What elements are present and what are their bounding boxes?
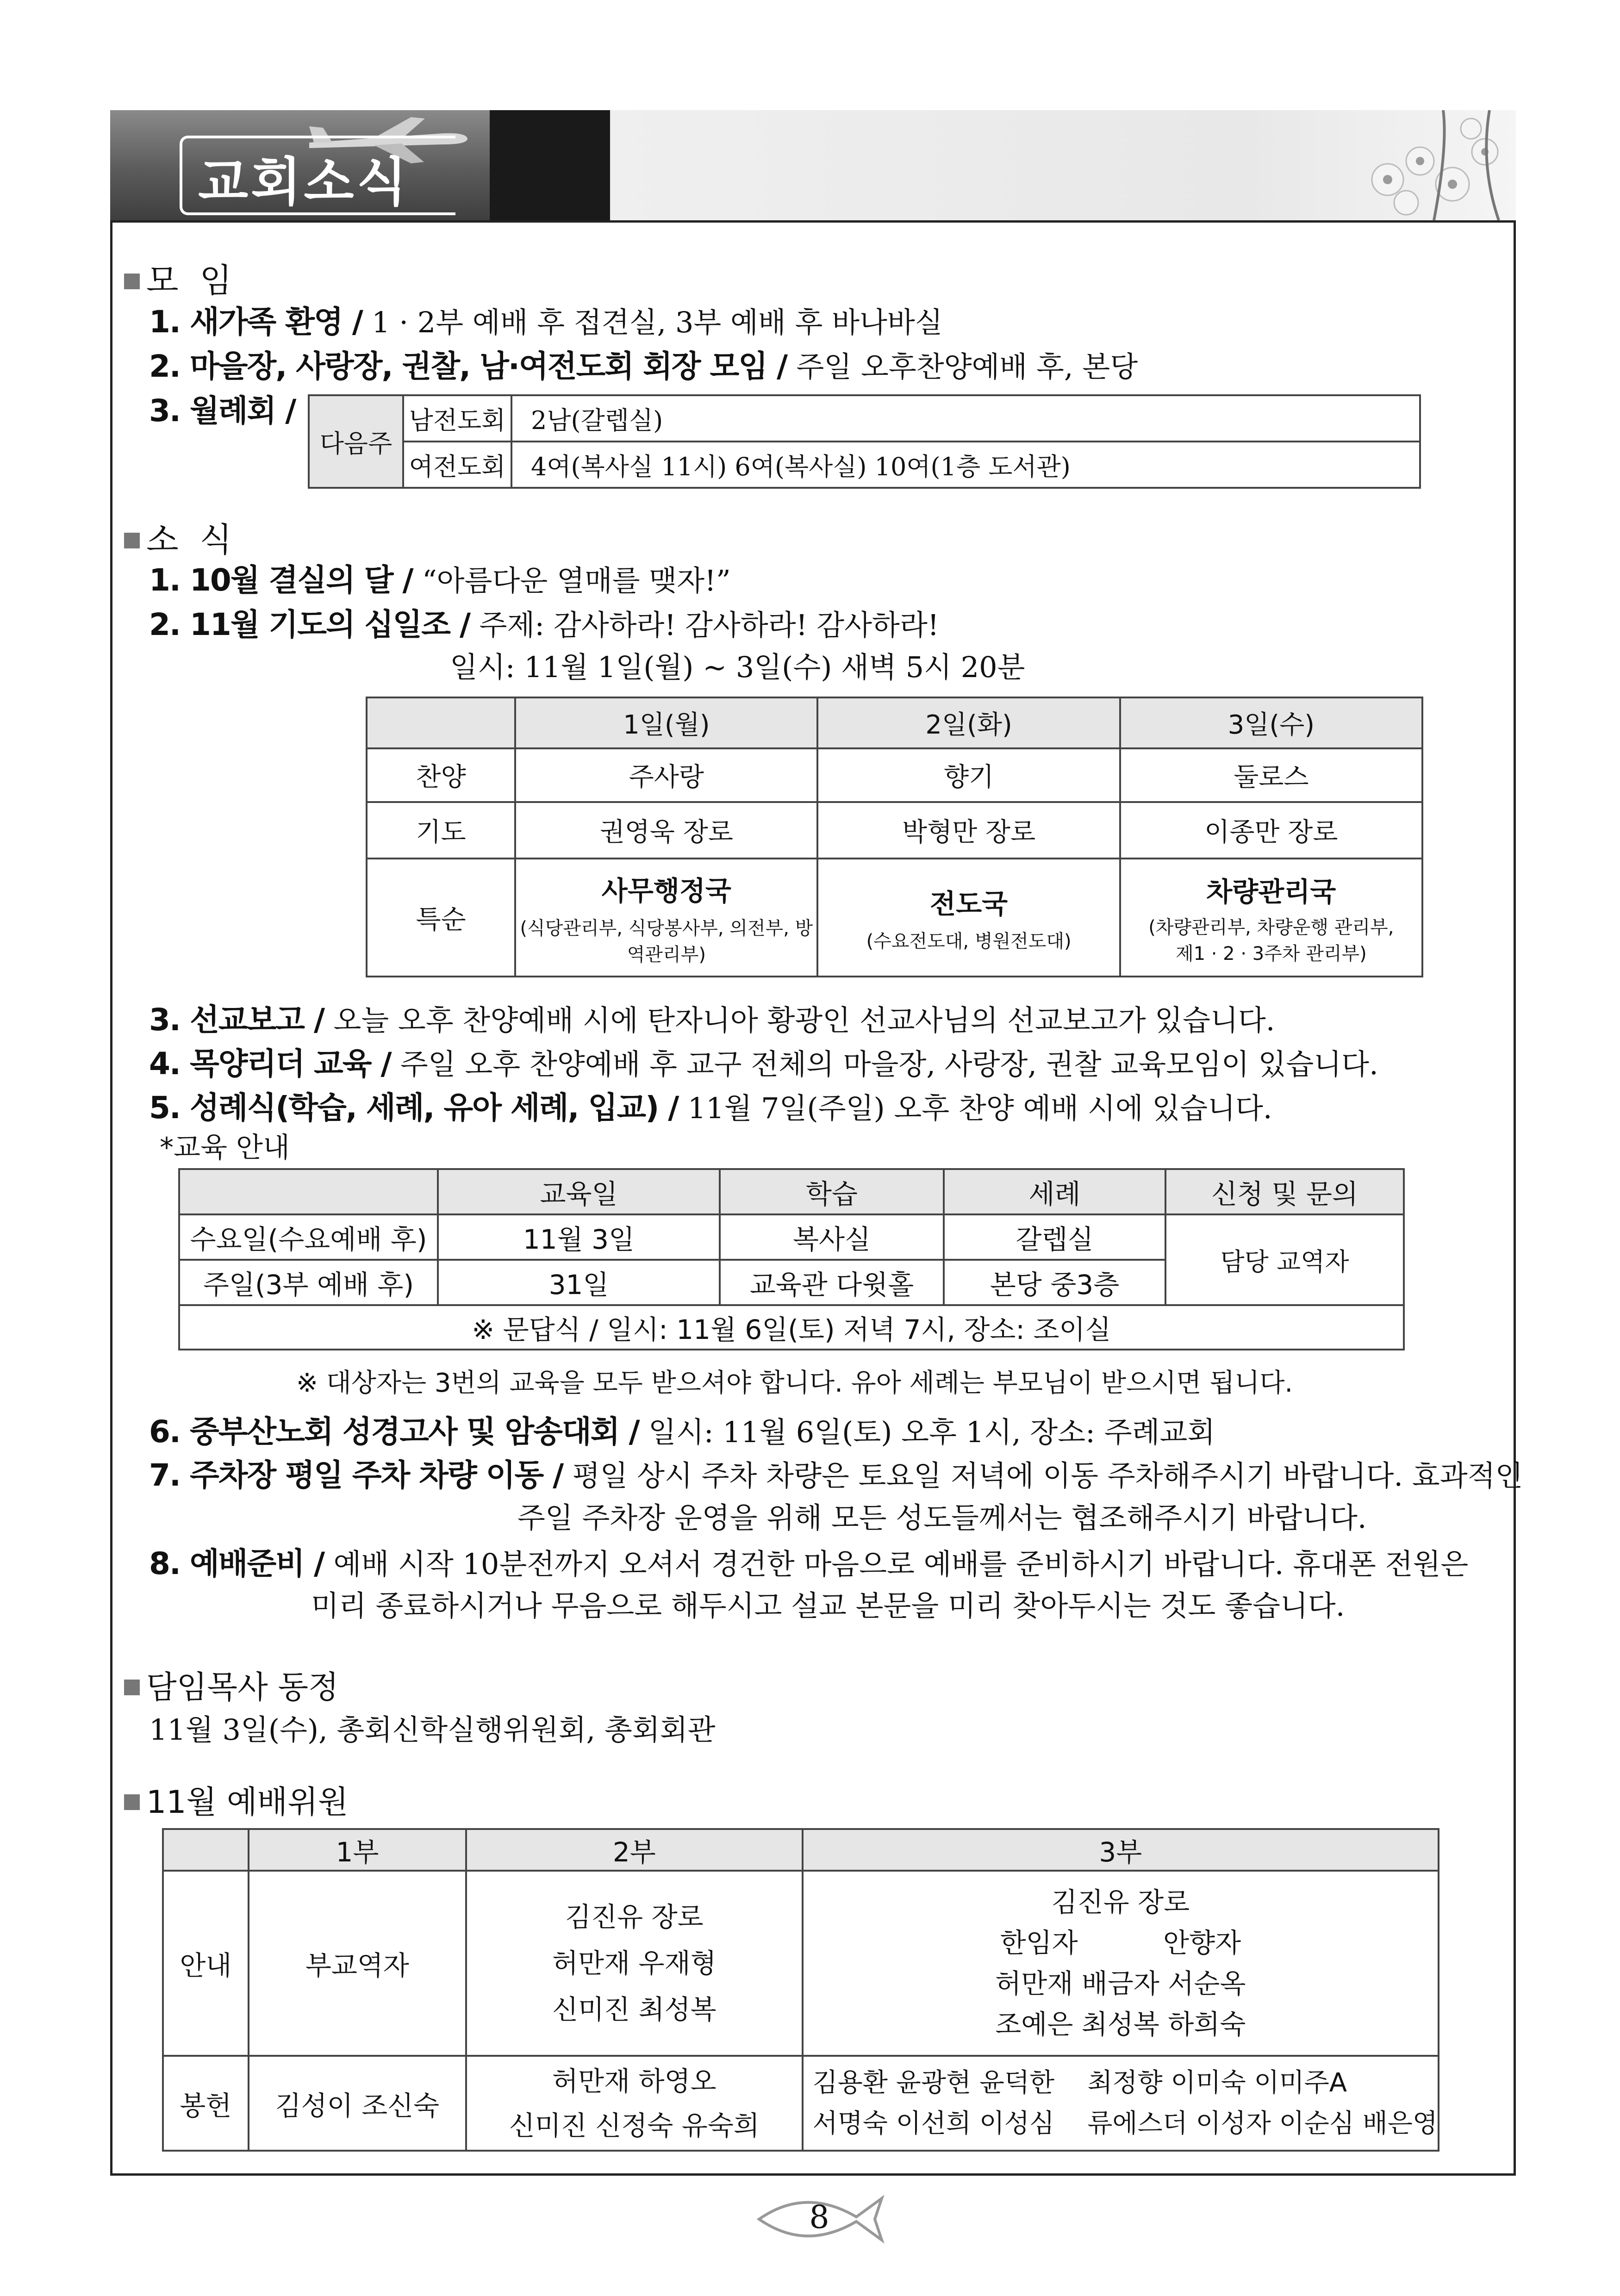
- name-line: 김진유 장로: [1051, 1886, 1190, 1918]
- special-group: 전도국: [930, 888, 1008, 920]
- edu-header-cell: 학습: [720, 1169, 944, 1214]
- monthly-week-cell: 다음주: [309, 395, 403, 488]
- row-label-special: 특순: [367, 859, 515, 977]
- name-line: 신미진 최성복: [552, 1994, 717, 2025]
- section-banner: [110, 110, 1516, 220]
- meeting-item-2: 2. 마을장, 사랑장, 권찰, 남·여전도회 회장 모임 / 주일 오후찬양예배 후, 본당: [149, 348, 1138, 384]
- special-cell: [1120, 859, 1422, 977]
- meeting-item-1: 1. 새가족 환영 / 1 · 2부 예배 후 접견실, 3부 예배 후 바나바실: [149, 304, 943, 340]
- edu-header-cell: 세례: [944, 1169, 1165, 1214]
- bullet-square-icon: [124, 1680, 140, 1695]
- news-item-7: 7. 주차장 평일 주차 차량 이동 / 평일 상시 주차 차량은 토요일 저녁에 이동 주차해주시기 바랍니다. 효과적인: [149, 1457, 1523, 1493]
- offering-cell-2: [466, 2056, 803, 2151]
- table-corner-cell: [163, 1829, 249, 1871]
- news-item-2-date: 일시: 11월 1일(월) ~ 3일(수) 새벽 5시 20분: [450, 650, 1025, 684]
- name-line: 김진유 장로: [565, 1901, 704, 1933]
- special-cell: [515, 859, 817, 977]
- banner-photo: [110, 110, 490, 220]
- special-cell: [817, 859, 1120, 977]
- guide-cell-2: [466, 1871, 803, 2056]
- edu-header-cell: 신청 및 문의: [1165, 1169, 1404, 1214]
- edu-learn-cell: 복사실: [720, 1214, 944, 1260]
- edu-baptism-cell: 본당 중3층: [944, 1260, 1165, 1305]
- guide-cell-1: 부교역자: [249, 1871, 466, 2056]
- monthly-detail-cell: 4여(복사실 11시) 6여(복사실) 10여(1층 도서관): [511, 442, 1420, 488]
- page-title: 교회소식: [198, 152, 410, 212]
- guide-cell-3: [803, 1871, 1439, 2056]
- news-item-6: 6. 중부산노회 성경고사 및 암송대회 / 일시: 11월 6일(토) 오후 1시, 장소: 주례교회: [149, 1414, 1215, 1450]
- monthly-group-cell: 여전도회: [403, 442, 511, 488]
- bullet-square-icon: [124, 1794, 140, 1810]
- meeting-item-3: 3. 월례회 /: [149, 393, 296, 429]
- special-group: 차량관리국: [1206, 876, 1336, 908]
- name-line: 김용환 윤광현 윤덕한 최정향 이미숙 이미주A: [812, 2067, 1347, 2098]
- table-corner-cell: [179, 1169, 438, 1214]
- worship-committee-table: [162, 1828, 1439, 2152]
- news-item-5: 5. 성례식(학습, 세례, 유아 세례, 입교) / 11월 7일(주일) 오후 찬양 예배 시에 있습니다.: [149, 1090, 1272, 1126]
- section-worship-heading: 11월 예배위원: [124, 1777, 349, 1822]
- offering-cell-1: 김성이 조신숙: [249, 2056, 466, 2151]
- prayer-cell: 박형만 장로: [817, 802, 1120, 859]
- row-label-praise: 찬양: [367, 748, 515, 802]
- name-line: 서명숙 이선희 이성심 류에스더 이성자 이순심 배은영: [812, 2108, 1438, 2139]
- day-header-cell: 3일(수): [1120, 697, 1422, 748]
- praise-cell: 둘로스: [1120, 748, 1422, 802]
- edu-learn-cell: 교육관 다윗홀: [720, 1260, 944, 1305]
- name-line: 신미진 신정숙 유숙희: [509, 2109, 760, 2141]
- prayer-schedule-table: [366, 697, 1423, 977]
- praise-cell: 주사랑: [515, 748, 817, 802]
- name-line: 허만재 우재형: [552, 1948, 717, 1979]
- worship-col-header: 1부: [249, 1829, 466, 1871]
- banner-divider: [490, 110, 610, 220]
- news-item-4: 4. 목양리더 교육 / 주일 오후 찬양예배 후 교구 전체의 마을장, 사랑장, 권찰 교육모임이 있습니다.: [149, 1046, 1378, 1082]
- education-table: [178, 1168, 1405, 1350]
- page-number: 8: [809, 2199, 829, 2236]
- edu-baptism-cell: 갈렙실: [944, 1214, 1165, 1260]
- news-item-2: 2. 11월 기도의 십일조 / 주제: 감사하라! 감사하라! 감사하라!: [149, 607, 939, 642]
- name-line: 조예은 최성복 하희숙: [995, 2009, 1246, 2040]
- edu-footnote: ※ 대상자는 3번의 교육을 모두 받으셔야 합니다. 유아 세례는 부모님이 받으시면 됩니다.: [296, 1368, 1293, 1398]
- news-item-8: 8. 예배준비 / 예배 시작 10분전까지 오셔서 경건한 마음으로 예배를 준비하시기 바랍니다. 휴대폰 전원은: [149, 1546, 1469, 1581]
- news-item-3: 3. 선교보고 / 오늘 오후 찬양예배 시에 탄자니아 황광인 선교사님의 선교보고가 있습니다.: [149, 1002, 1275, 1038]
- special-note: 제1 · 2 · 3주차 관리부): [1175, 943, 1367, 964]
- bullet-square-icon: [124, 533, 140, 548]
- row-label-offering: 봉헌: [163, 2056, 249, 2151]
- worship-col-header: 3부: [803, 1829, 1439, 1871]
- special-note: (식당관리부, 식당봉사부, 의전부, 방역관리부): [520, 917, 813, 965]
- edu-day-cell: 수요일(수요예배 후): [179, 1214, 438, 1260]
- section-news-heading: 소 식: [124, 513, 232, 561]
- special-note: (차량관리부, 차량운행 관리부,: [1148, 916, 1394, 938]
- edu-header-cell: 교육일: [438, 1169, 720, 1214]
- row-label-prayer: 기도: [367, 802, 515, 859]
- table-corner-cell: [367, 697, 515, 748]
- edu-day-cell: 주일(3부 예배 후): [179, 1260, 438, 1305]
- edu-note: *교육 안내: [160, 1132, 290, 1164]
- name-line: 한임자 안향자: [1000, 1927, 1241, 1959]
- prayer-cell: 권영욱 장로: [515, 802, 817, 859]
- edu-date-cell: 11월 3일: [438, 1214, 720, 1260]
- name-line: 허만재 배금자 서순옥: [995, 1968, 1246, 1999]
- edu-footer-cell: ※ 문답식 / 일시: 11월 6일(토) 저녁 7시, 장소: 조이실: [179, 1305, 1404, 1350]
- prayer-cell: 이종만 장로: [1120, 802, 1422, 859]
- day-header-cell: 1일(월): [515, 697, 817, 748]
- special-group: 사무행정국: [601, 875, 731, 907]
- bullet-square-icon: [124, 274, 140, 289]
- edu-date-cell: 31일: [438, 1260, 720, 1305]
- worship-col-header: 2부: [466, 1829, 803, 1871]
- name-line: 허만재 하영오: [552, 2065, 717, 2097]
- praise-cell: 향기: [817, 748, 1120, 802]
- section-meeting-heading: 모 임: [124, 254, 232, 302]
- offering-cell-3: [803, 2056, 1439, 2151]
- monthly-meeting-table: [308, 394, 1421, 489]
- banner-bar: [610, 110, 1516, 220]
- news-item-1: 1. 10월 결실의 달 / “아름다운 열매를 맺자!”: [149, 562, 731, 598]
- day-header-cell: 2일(화): [817, 697, 1120, 748]
- monthly-group-cell: 남전도회: [403, 395, 511, 442]
- news-item-8-cont: 미리 종료하시거나 무음으로 해두시고 설교 본문을 미리 찾아두시는 것도 좋습니다.: [311, 1589, 1345, 1623]
- pastor-schedule: 11월 3일(수), 총회신학실행위원회, 총회회관: [149, 1713, 716, 1747]
- monthly-detail-cell: 2남(갈렙실): [511, 395, 1420, 442]
- special-note: (수요전도대, 병원전도대): [866, 931, 1072, 952]
- news-item-7-cont: 주일 주차장 운영을 위해 모든 성도들께서는 협조해주시기 바랍니다.: [517, 1501, 1367, 1535]
- row-label-guide: 안내: [163, 1871, 249, 2056]
- edu-contact-cell: 담당 교역자: [1165, 1214, 1404, 1305]
- flower-icon: [1351, 110, 1516, 220]
- section-pastor-heading: 담임목사 동정: [124, 1662, 339, 1707]
